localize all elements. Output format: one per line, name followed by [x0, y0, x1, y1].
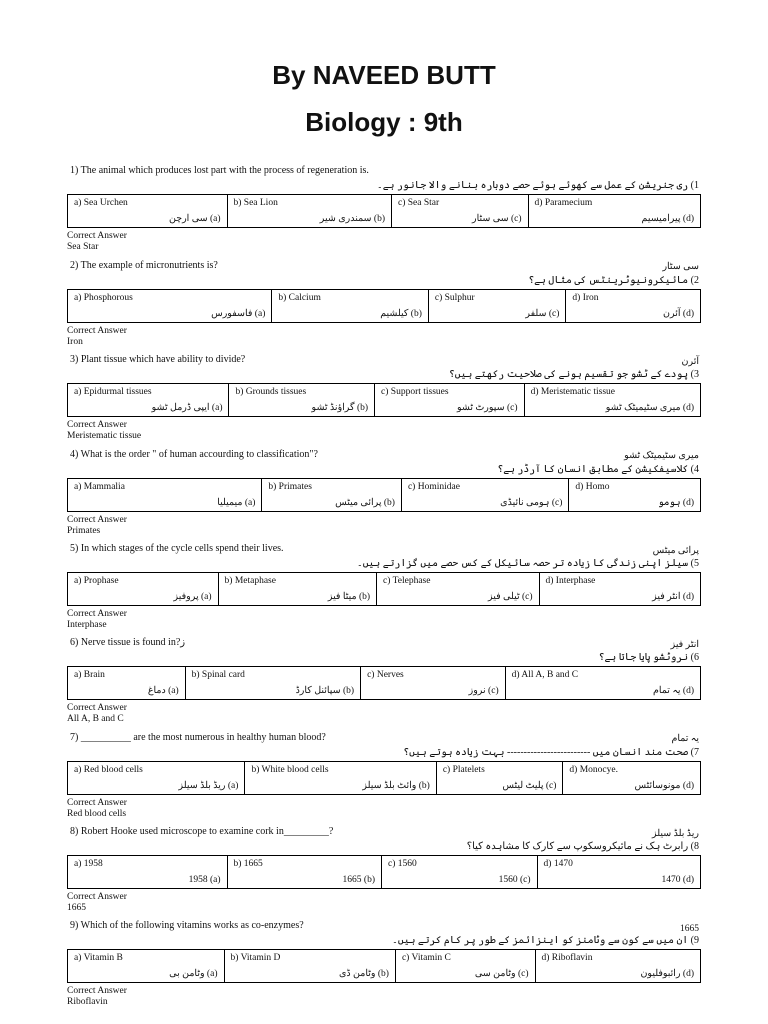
- option-label: b) Primates: [268, 482, 312, 492]
- correct-answer-label: Correct Answer: [67, 231, 127, 241]
- option-label-urdu: (c) ٹیلی فیز: [487, 592, 533, 602]
- question-text: 4) What is the order " of human accourding to classification"?: [70, 449, 318, 460]
- correct-answer: [67, 892, 701, 914]
- correct-answer: [67, 609, 701, 631]
- correct-answer-label: Correct Answer: [67, 703, 127, 713]
- question-text: 3) Plant tissue which have ability to divide?: [70, 354, 246, 365]
- option-label: a) 1958: [74, 859, 103, 869]
- option-label-urdu: (c) نروز: [468, 686, 499, 696]
- question-block: [67, 920, 701, 1008]
- option-cell: [272, 290, 429, 322]
- option-label-urdu: (d) انٹر فیز: [652, 592, 694, 602]
- correct-answer-urdu: میری سٹیمیٹک ٹشو: [624, 451, 699, 461]
- option-label: c) 1560: [388, 859, 417, 869]
- question-text-urdu: 2) مائیکرونیوٹرینٹس کی مثال ہے؟: [528, 275, 699, 286]
- question-block: [67, 449, 701, 556]
- correct-answer-urdu: 1665: [680, 924, 699, 934]
- option-cell: [377, 573, 539, 605]
- option-label-urdu: (a) دماغ: [147, 686, 179, 696]
- question-block: [67, 826, 701, 934]
- correct-answer-urdu: پرائی میٹس: [652, 546, 699, 556]
- correct-answer-value: Meristematic tissue: [67, 431, 142, 441]
- option-label: d) Monocye.: [569, 765, 618, 775]
- option-label: a) Red blood cells: [74, 765, 143, 775]
- correct-answer-urdu: آئرن: [681, 357, 699, 367]
- option-label-urdu: (c) 1560: [498, 875, 531, 885]
- question-text-urdu: 1) ری جنریشن کے عمل سے کھوئے ہوئے حصے دوبارہ بنانے والا جانور ہے۔: [376, 180, 699, 191]
- option-cell: [186, 667, 361, 699]
- option-label: b) 1665: [233, 859, 263, 869]
- option-cell: [529, 195, 700, 227]
- correct-answer-label: Correct Answer: [67, 892, 127, 902]
- option-cell: [228, 856, 383, 888]
- option-cell: [392, 195, 529, 227]
- options-table: [67, 289, 701, 323]
- option-label-urdu: (d) میری سٹیمیٹک ٹشو: [605, 403, 694, 413]
- option-label-urdu: (d) پیرامیسیم: [641, 214, 694, 224]
- option-label: c) Support tissues: [381, 387, 449, 397]
- options-table: [67, 194, 701, 228]
- option-cell: [361, 667, 506, 699]
- options-table: [67, 572, 701, 606]
- question-text-urdu: 3) پودے کے ٹشو جو تقسیم ہونے کی صلاحیت رکھتے ہیں؟: [448, 369, 699, 380]
- option-cell: [262, 479, 402, 511]
- option-label: b) Grounds tissues: [235, 387, 307, 397]
- option-cell: [68, 384, 229, 416]
- question-text: 1) The animal which produces lost part with the process of regeneration is.: [70, 165, 369, 176]
- option-cell: [225, 950, 396, 982]
- option-cell: [569, 479, 700, 511]
- option-cell: [540, 573, 700, 605]
- question-text-urdu: 9) ان میں سے کون سے وٹامنز کو اینزائمز کے طور پر کام کرتے ہیں۔: [391, 935, 699, 946]
- option-label: b) Metaphase: [224, 576, 276, 586]
- option-label-urdu: (c) پلیٹ لیٹس: [502, 781, 557, 791]
- option-cell: [536, 950, 700, 982]
- option-label-urdu: (c) سپورٹ ٹشو: [456, 403, 518, 413]
- correct-answer: [67, 515, 701, 537]
- option-label: a) Vitamin B: [74, 953, 123, 963]
- option-label-urdu: (b) 1665: [342, 875, 376, 885]
- option-label-urdu: (d) مونوسائٹس: [634, 781, 694, 791]
- correct-answer-urdu: یہ تمام: [671, 734, 699, 744]
- correct-answer: [67, 986, 701, 1008]
- option-cell: [245, 762, 436, 794]
- question-text-urdu: 6) نروٹشو پایا جاتا ہے؟: [598, 652, 699, 663]
- options-table: [67, 761, 701, 795]
- option-label-urdu: (b) کیلشیم: [380, 309, 422, 319]
- option-label-urdu: (a) ریڈ بلڈ سیلز: [178, 781, 239, 791]
- correct-answer-label: Correct Answer: [67, 326, 127, 336]
- option-label: a) Epidurmal tissues: [74, 387, 152, 397]
- option-label: a) Prophase: [74, 576, 119, 586]
- question-text-urdu: 5) سیلز اپنی زندگی کا زیادہ تر حصہ سائیکل کے کس حصے میں گزارتے ہیں۔: [356, 558, 699, 569]
- correct-answer-label: Correct Answer: [67, 986, 127, 996]
- option-label-urdu: (a) پروفیز: [173, 592, 212, 602]
- option-label: d) Meristematic tissue: [530, 387, 615, 397]
- correct-answer-urdu: انٹر فیز: [670, 640, 699, 650]
- page-subject-title: Biology : 9th: [305, 107, 463, 137]
- correct-answer: [67, 326, 701, 348]
- correct-answer: [67, 703, 701, 725]
- option-label-urdu: (a) سی ارچن: [168, 214, 221, 224]
- question-block: [67, 543, 701, 650]
- option-label-urdu: (a) میمیلیا: [217, 498, 256, 508]
- question-block: [67, 165, 701, 272]
- option-cell: [68, 667, 186, 699]
- correct-answer-value: Red blood cells: [67, 809, 127, 819]
- correct-answer-value: Riboflavin: [67, 997, 108, 1007]
- option-label: c) Platelets: [442, 765, 485, 775]
- option-cell: [437, 762, 564, 794]
- correct-answer-label: Correct Answer: [67, 515, 127, 525]
- option-label: c) Sulphur: [434, 293, 475, 303]
- options-table: [67, 383, 701, 417]
- option-label: b) White blood cells: [251, 765, 329, 775]
- option-label: d) Iron: [572, 293, 599, 303]
- correct-answer-label: Correct Answer: [67, 420, 127, 430]
- option-label: c) Sea Star: [397, 198, 440, 208]
- option-cell: [68, 573, 219, 605]
- option-label-urdu: (a) وٹامن بی: [169, 969, 218, 979]
- option-label: b) Spinal card: [191, 670, 245, 680]
- correct-answer-value: 1665: [67, 903, 86, 913]
- option-label: d) All A, B and C: [511, 670, 579, 680]
- question-text-urdu: 8) رابرٹ ہک نے مائیکروسکوپ سے کارک کا مشاہدہ کیا؟: [466, 841, 699, 852]
- option-label-urdu: (d) یہ تمام: [653, 686, 694, 696]
- option-label-urdu: (a) ایپی ڈرمل ٹشو: [151, 403, 223, 413]
- option-cell: [563, 762, 700, 794]
- option-label-urdu: (c) وٹامن سی: [474, 969, 529, 979]
- correct-answer-value: Primates: [67, 526, 101, 536]
- option-label-urdu: (d) رائبوفلیون: [640, 969, 694, 979]
- option-label-urdu: (a) 1958: [188, 875, 221, 885]
- options-table: [67, 666, 701, 700]
- option-cell: [506, 667, 700, 699]
- option-cell: [402, 479, 569, 511]
- question-block: [67, 354, 701, 461]
- option-cell: [68, 195, 228, 227]
- correct-answer-value: Interphase: [67, 620, 107, 630]
- correct-answer: [67, 231, 701, 253]
- option-label-urdu: (d) ہومو: [658, 498, 694, 508]
- question-text: 8) Robert Hooke used microscope to examine cork in_________?: [70, 826, 334, 837]
- option-cell: [68, 762, 245, 794]
- option-label-urdu: (b) گراؤنڈ ٹشو: [311, 403, 369, 413]
- option-label-urdu: (c) سلفر: [525, 309, 560, 319]
- question-block: [67, 260, 701, 367]
- option-cell: [68, 479, 262, 511]
- option-label-urdu: (b) سپائنل کارڈ: [295, 686, 355, 696]
- option-label: d) 1470: [543, 859, 573, 869]
- option-cell: [219, 573, 378, 605]
- option-label-urdu: (c) ہومی نائیڈی: [500, 498, 563, 508]
- question-text: 5) In which stages of the cycle cells spend their lives.: [70, 543, 284, 554]
- correct-answer: [67, 798, 701, 820]
- option-label: c) Vitamin C: [401, 953, 451, 963]
- option-label: a) Brain: [74, 670, 105, 680]
- option-label: d) Interphase: [545, 576, 596, 586]
- option-label: b) Calcium: [278, 293, 321, 303]
- option-label-urdu: (b) وائٹ بلڈ سیلز: [362, 781, 430, 791]
- correct-answer-value: Iron: [67, 337, 83, 347]
- options-table: [67, 478, 701, 512]
- option-label: a) Phosphorous: [74, 293, 133, 303]
- question-text: 2) The example of micronutrients is?: [70, 260, 218, 271]
- option-label: c) Hominidae: [407, 482, 460, 492]
- question-block: [67, 637, 701, 744]
- option-cell: [68, 950, 225, 982]
- question-text-urdu: 4) کلاسیفکیشن کے مطابق انسان کا آرڈر ہے؟: [497, 464, 699, 475]
- option-label: b) Vitamin D: [230, 953, 281, 963]
- question-text: 7) __________ are the most numerous in healthy human blood?: [70, 732, 326, 743]
- question-text: 6) Nerve tissue is found in?ز: [70, 637, 186, 648]
- option-cell: [429, 290, 567, 322]
- option-label-urdu: (b) سمندری شیر: [319, 214, 385, 224]
- option-label-urdu: (d) 1470: [661, 875, 695, 885]
- correct-answer-value: Sea Star: [67, 242, 99, 252]
- option-label: c) Telephase: [383, 576, 431, 586]
- correct-answer-urdu: ریڈ بلڈ سیلز: [652, 829, 699, 839]
- option-cell: [229, 384, 375, 416]
- correct-answer-value: All A, B and C: [67, 714, 124, 724]
- question-text: 9) Which of the following vitamins works as co-enzymes?: [70, 920, 304, 931]
- option-label-urdu: (d) آئرن: [663, 309, 694, 319]
- option-label: c) Nerves: [367, 670, 404, 680]
- option-cell: [566, 290, 700, 322]
- option-label-urdu: (b) وٹامن ڈی: [339, 969, 389, 979]
- option-label-urdu: (a) فاسفورس: [211, 309, 266, 319]
- option-cell: [228, 195, 392, 227]
- option-label: d) Homo: [575, 482, 610, 492]
- option-label-urdu: (b) پرائی میٹس: [335, 498, 395, 508]
- option-cell: [375, 384, 525, 416]
- option-cell: [396, 950, 536, 982]
- correct-answer-label: Correct Answer: [67, 609, 127, 619]
- option-label: b) Sea Lion: [233, 198, 278, 208]
- option-cell: [68, 856, 228, 888]
- page-author-title: By NAVEED BUTT: [272, 60, 496, 90]
- option-label: d) Paramecium: [534, 198, 593, 208]
- option-cell: [68, 290, 272, 322]
- correct-answer-urdu: سی سٹار: [662, 262, 699, 272]
- options-table: [67, 855, 701, 889]
- correct-answer: [67, 420, 701, 442]
- correct-answer-label: Correct Answer: [67, 798, 127, 808]
- question-block: [67, 732, 701, 839]
- option-cell: [525, 384, 700, 416]
- options-table: [67, 949, 701, 983]
- question-text-urdu: 7) صحت مند انسان میں ------------------------- بہت زیادہ ہوتے ہیں؟: [403, 747, 699, 758]
- option-label: d) Riboflavin: [541, 953, 593, 963]
- option-label: a) Mammalia: [74, 482, 125, 492]
- option-label: a) Sea Urchen: [74, 198, 128, 208]
- option-label-urdu: (b) میٹا فیز: [327, 592, 371, 602]
- option-cell: [538, 856, 700, 888]
- option-label-urdu: (c) سی سٹار: [472, 214, 522, 224]
- option-cell: [382, 856, 538, 888]
